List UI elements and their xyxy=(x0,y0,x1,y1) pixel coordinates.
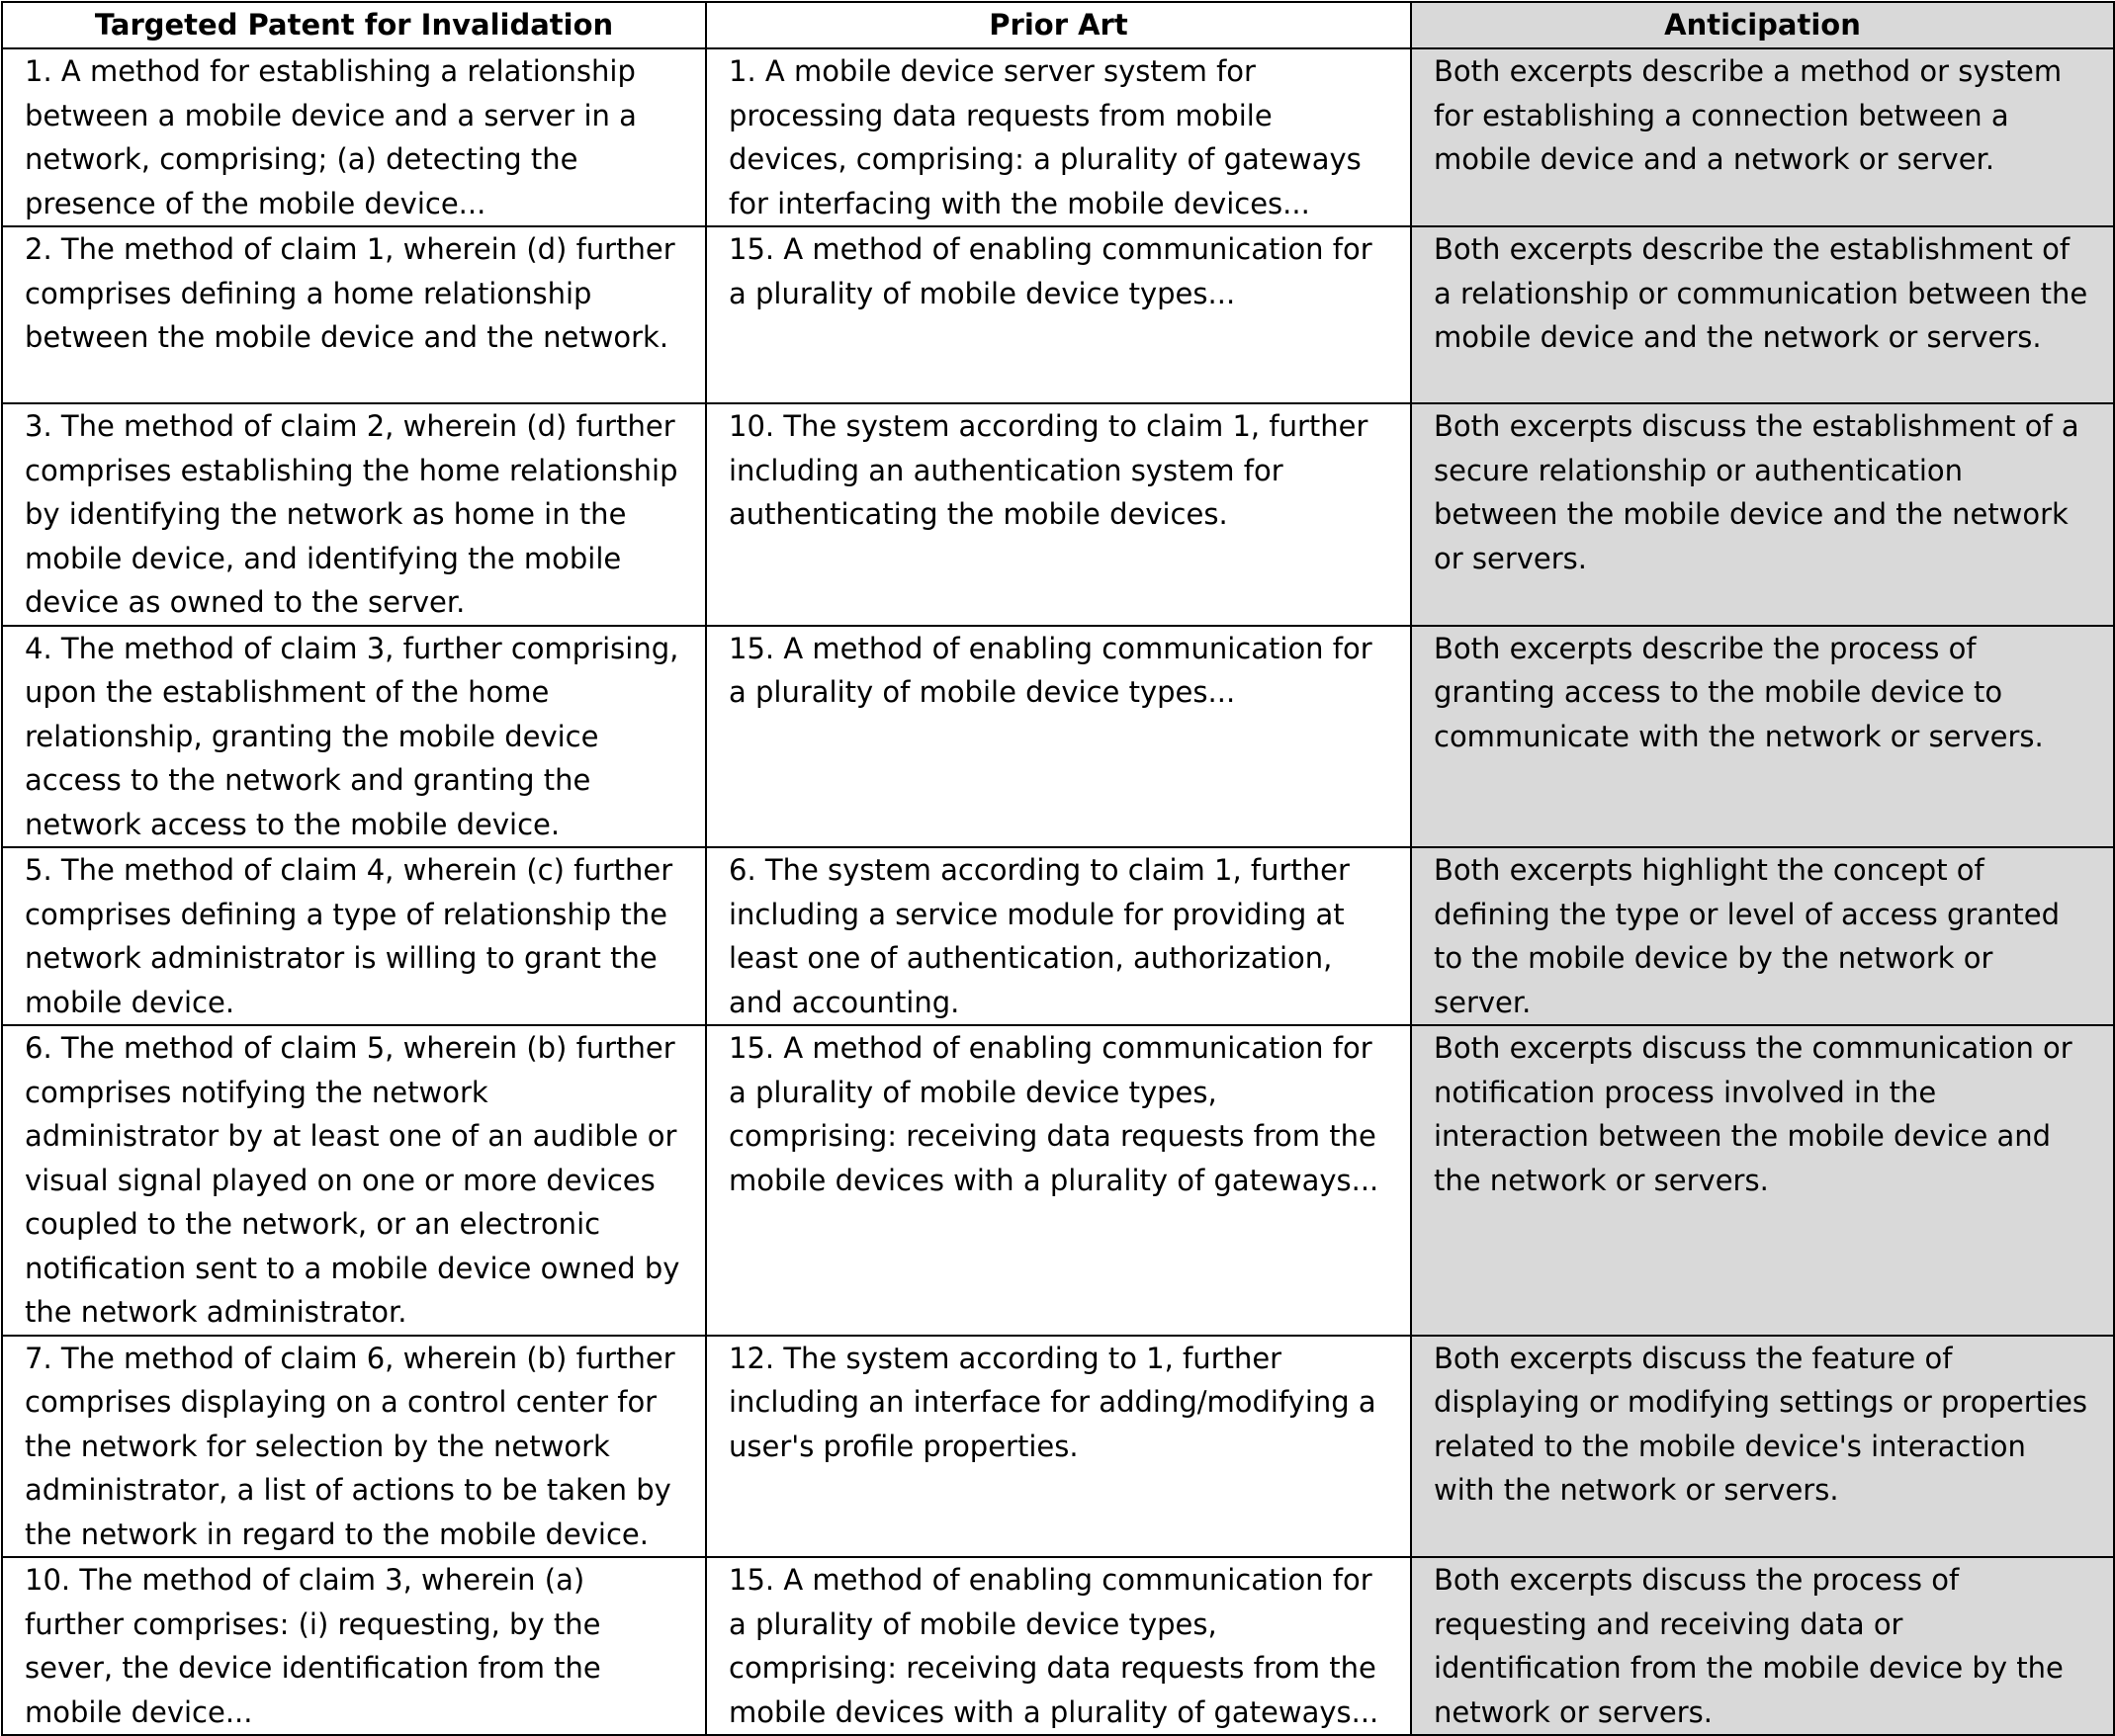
table-row xyxy=(2,48,2114,226)
targeted-claim-cell: 2. The method of claim 1, wherein (d) further comprises defining a home relationship between the mobile device and the network. xyxy=(2,226,706,403)
targeted-claim-cell: 6. The method of claim 5, wherein (b) further comprises notifying the network administrator by at least one of an audible or visual signal played on one or more devices coupled to the network, or an electronic notification sent to a mobile device owned by the network administrator. xyxy=(2,1025,706,1336)
header-row xyxy=(2,2,2114,48)
table-row xyxy=(2,403,2114,626)
targeted-claim-cell: 4. The method of claim 3, further comprising, upon the establishment of the home relationship, granting the mobile device access to the network and granting the network access to the mobile device. xyxy=(2,626,706,848)
prior-art-cell: 12. The system according to 1, further including an interface for adding/modifying a user's profile properties. xyxy=(706,1336,1411,1558)
table-row xyxy=(2,1557,2114,1735)
targeted-claim-cell: 3. The method of claim 2, wherein (d) further comprises establishing the home relationship by identifying the network as home in the mobile device, and identifying the mobile device as owned to the server. xyxy=(2,403,706,626)
anticipation-cell: Both excerpts describe the establishment of a relationship or communication between the mobile device and the network or servers. xyxy=(1411,226,2114,403)
prior-art-cell: 15. A method of enabling communication for a plurality of mobile device types, comprising: receiving data requests from the mobile devices with a plurality of gateways... xyxy=(706,1025,1411,1336)
prior-art-cell: 1. A mobile device server system for processing data requests from mobile devices, comprising: a plurality of gateways for interfacing with the mobile devices... xyxy=(706,48,1411,226)
table-row xyxy=(2,847,2114,1025)
targeted-claim-cell: 10. The method of claim 3, wherein (a) further comprises: (i) requesting, by the sever, the device identification from the mobile device... xyxy=(2,1557,706,1735)
claim-chart-table xyxy=(1,1,2115,1736)
anticipation-cell: Both excerpts discuss the communication or notification process involved in the interaction between the mobile device and the network or servers. xyxy=(1411,1025,2114,1336)
header-targeted-patent: Targeted Patent for Invalidation xyxy=(2,2,706,48)
targeted-claim-cell: 7. The method of claim 6, wherein (b) further comprises displaying on a control center for the network for selection by the network administrator, a list of actions to be taken by the network in regard to the mobile device. xyxy=(2,1336,706,1558)
anticipation-cell: Both excerpts discuss the establishment of a secure relationship or authentication between the mobile device and the network or servers. xyxy=(1411,403,2114,626)
anticipation-cell: Both excerpts describe a method or system for establishing a connection between a mobile device and a network or server. xyxy=(1411,48,2114,226)
anticipation-cell: Both excerpts describe the process of granting access to the mobile device to communicate with the network or servers. xyxy=(1411,626,2114,848)
table-row xyxy=(2,626,2114,848)
table-row xyxy=(2,226,2114,403)
prior-art-cell: 6. The system according to claim 1, further including a service module for providing at least one of authentication, authorization, and accounting. xyxy=(706,847,1411,1025)
prior-art-cell: 10. The system according to claim 1, further including an authentication system for authenticating the mobile devices. xyxy=(706,403,1411,626)
anticipation-cell: Both excerpts highlight the concept of defining the type or level of access granted to the mobile device by the network or server. xyxy=(1411,847,2114,1025)
targeted-claim-cell: 1. A method for establishing a relationship between a mobile device and a server in a network, comprising; (a) detecting the presence of the mobile device... xyxy=(2,48,706,226)
targeted-claim-cell: 5. The method of claim 4, wherein (c) further comprises defining a type of relationship the network administrator is willing to grant the mobile device. xyxy=(2,847,706,1025)
prior-art-cell: 15. A method of enabling communication for a plurality of mobile device types, comprising: receiving data requests from the mobile devices with a plurality of gateways... xyxy=(706,1557,1411,1735)
table-row xyxy=(2,1336,2114,1558)
header-prior-art: Prior Art xyxy=(706,2,1411,48)
header-anticipation: Anticipation xyxy=(1411,2,2114,48)
anticipation-cell: Both excerpts discuss the feature of displaying or modifying settings or properties related to the mobile device's interaction with the network or servers. xyxy=(1411,1336,2114,1558)
table-row xyxy=(2,1025,2114,1336)
prior-art-cell: 15. A method of enabling communication for a plurality of mobile device types... xyxy=(706,626,1411,848)
prior-art-cell: 15. A method of enabling communication for a plurality of mobile device types... xyxy=(706,226,1411,403)
anticipation-cell: Both excerpts discuss the process of requesting and receiving data or identification from the mobile device by the network or servers. xyxy=(1411,1557,2114,1735)
